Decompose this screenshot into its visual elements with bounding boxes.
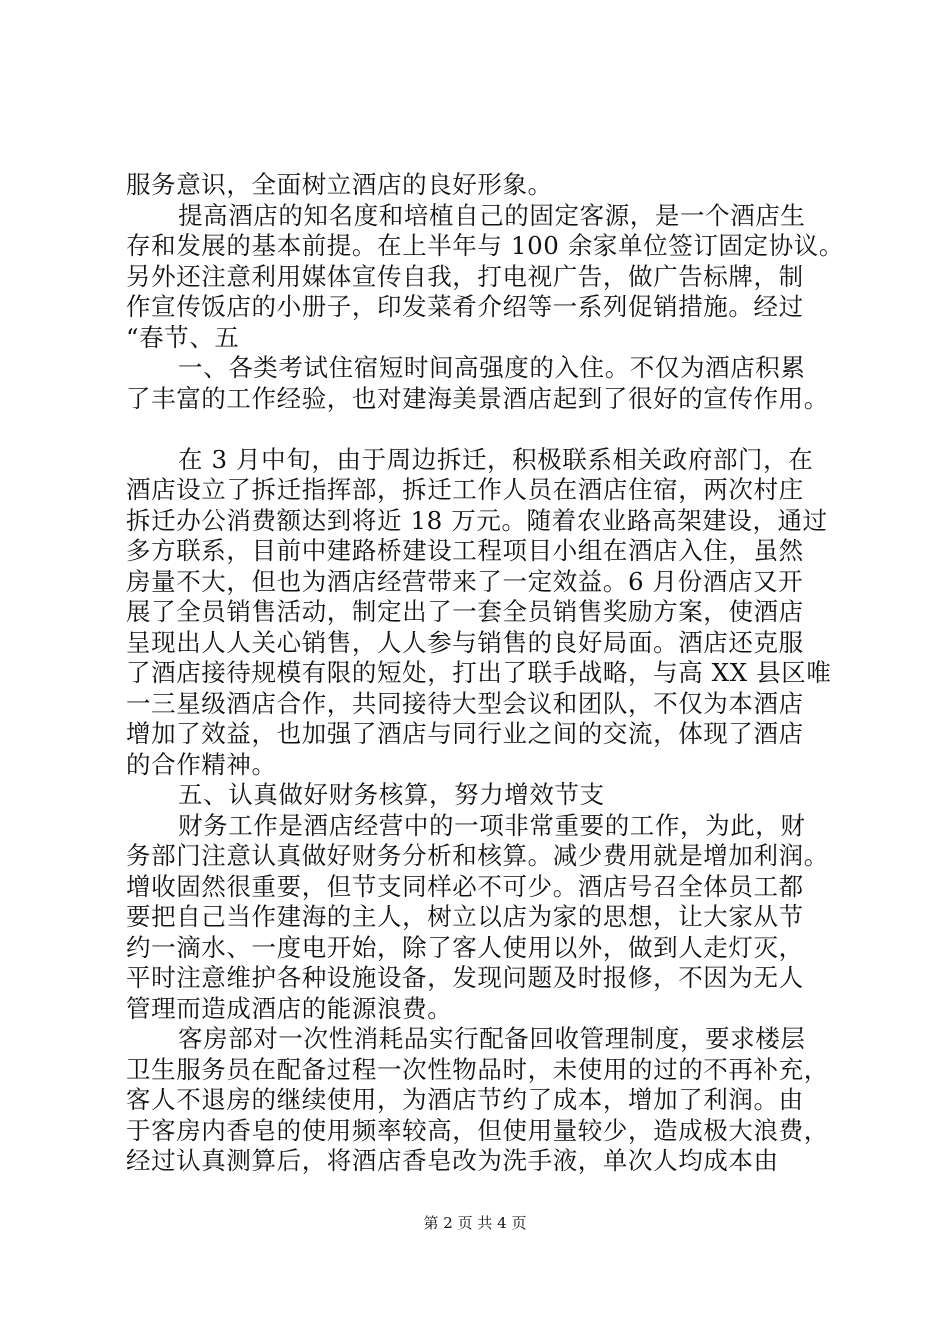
text-line: 要把自己当作建海的主人，树立以店为家的思想，让大家从节 bbox=[126, 902, 804, 931]
text-line: 平时注意维护各种设施设备，发现问题及时报修，不因为无人 bbox=[126, 963, 804, 992]
page-footer: 第 2 页 共 4 页 bbox=[423, 1214, 527, 1232]
text-line: 客人不退房的继续使用，为酒店节约了成本，增加了利润。由 bbox=[126, 1085, 804, 1114]
text-line: 在 3 月中旬，由于周边拆迁，积极联系相关政府部门，在 bbox=[178, 444, 814, 474]
text-line: 客房部对一次性消耗品实行配备回收管理制度，要求楼层 bbox=[178, 1024, 806, 1053]
document-body bbox=[126, 170, 844, 1177]
text-line: 一、各类考试住宿短时间高强度的入住。不仅为酒店积累 bbox=[178, 353, 806, 382]
text-line: 多方联系，目前中建路桥建设工程项目小组在酒店入住，虽然 bbox=[126, 536, 804, 565]
text-line: 五、认真做好财务核算，努力增效节支 bbox=[178, 780, 605, 809]
text-line: 了酒店接待规模有限的短处，打出了联手战略，与高 XX 县区唯 bbox=[126, 658, 832, 687]
text-line: 的合作精神。 bbox=[126, 749, 277, 779]
text-line: 展了全员销售活动，制定出了一套全员销售奖励方案，使酒店 bbox=[126, 597, 804, 626]
text-line: 增收固然很重要，但节支同样必不可少。酒店号召全体员工都 bbox=[126, 871, 804, 901]
text-line: 房量不大，但也为酒店经营带来了一定效益。6 月份酒店又开 bbox=[126, 566, 804, 596]
text-line: 经过认真测算后，将酒店香皂改为洗手液，单次人均成本由 bbox=[126, 1146, 779, 1175]
text-line: 提高酒店的知名度和培植自己的固定客源，是一个酒店生 bbox=[178, 200, 806, 230]
text-line: 呈现出人人关心销售，人人参与销售的良好局面。酒店还克服 bbox=[126, 627, 804, 657]
blank-line bbox=[126, 414, 838, 445]
text-line: 拆迁办公消费额达到将近 18 万元。随着农业路高架建设，通过 bbox=[126, 505, 828, 535]
text-line: 务部门注意认真做好财务分析和核算。减少费用就是增加利润。 bbox=[126, 841, 829, 870]
text-line: 于客房内香皂的使用频率较高，但使用量较少，造成极大浪费， bbox=[126, 1115, 829, 1145]
text-line: 约一滴水、一度电开始，除了客人使用以外，做到人走灯灭， bbox=[126, 932, 804, 962]
text-line: “春节、五 bbox=[126, 322, 240, 352]
text-line: 另外还注意利用媒体宣传自我，打电视广告，做广告标牌，制 bbox=[126, 261, 804, 291]
text-line: 存和发展的基本前提。在上半年与 100 余家单位签订固定协议。 bbox=[126, 231, 844, 260]
text-line: 一三星级酒店合作，共同接待大型会议和团队，不仅为本酒店 bbox=[126, 688, 804, 718]
text-line: 增加了效益，也加强了酒店与同行业之间的交流，体现了酒店 bbox=[126, 719, 804, 748]
text-line: 卫生服务员在配备过程一次性物品时，未使用的过的不再补充， bbox=[126, 1054, 829, 1084]
text-line: 作宣传饭店的小册子，印发菜肴介绍等一系列促销措施。经过 bbox=[126, 292, 804, 321]
text-line: 服务意识，全面树立酒店的良好形象。 bbox=[126, 170, 553, 199]
text-line: 了丰富的工作经验，也对建海美景酒店起到了很好的宣传作用。 bbox=[126, 383, 829, 413]
text-line: 管理而造成酒店的能源浪费。 bbox=[126, 993, 453, 1023]
text-line: 财务工作是酒店经营中的一项非常重要的工作，为此，财 bbox=[178, 810, 806, 840]
text-line: 酒店设立了拆迁指挥部，拆迁工作人员在酒店住宿，两次村庄 bbox=[126, 475, 804, 504]
